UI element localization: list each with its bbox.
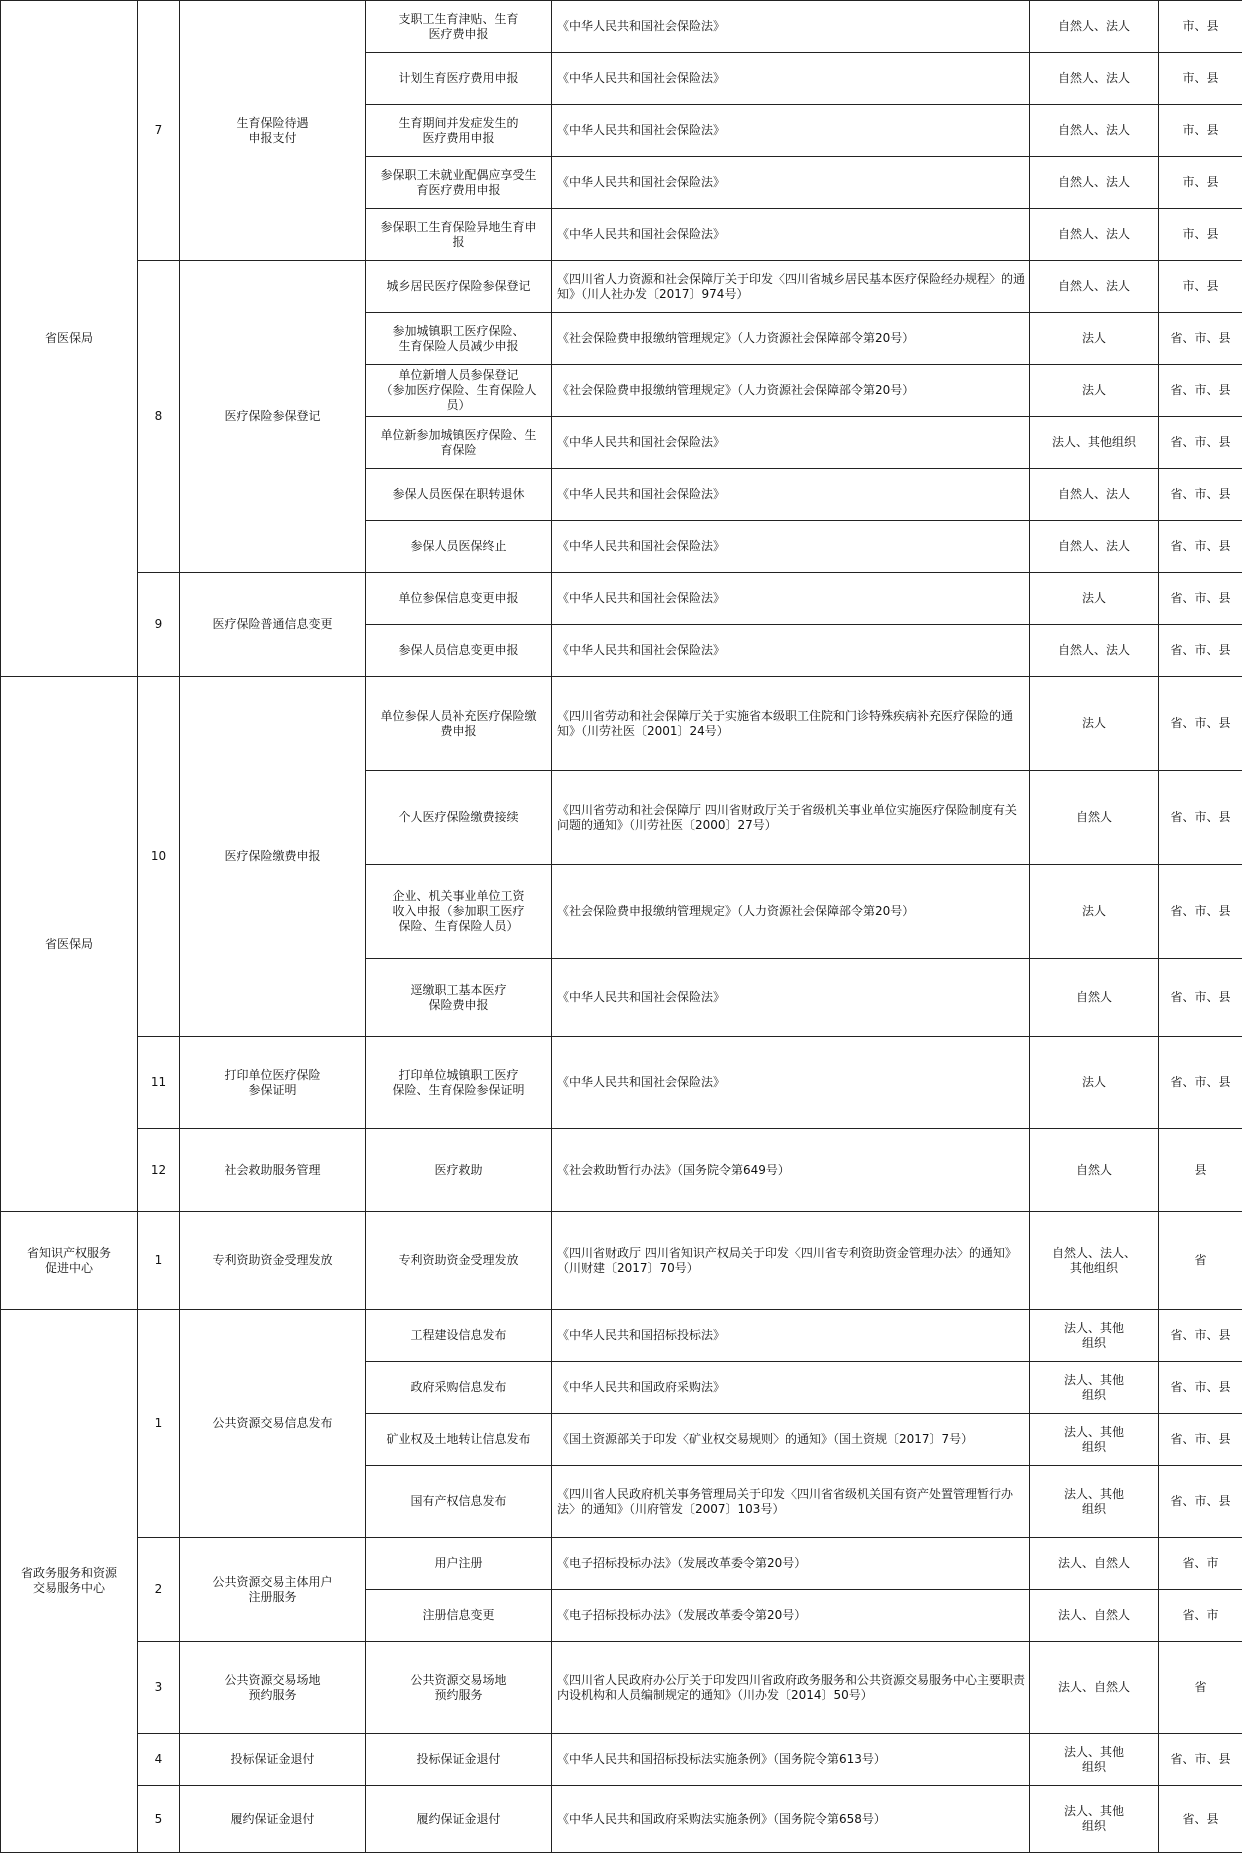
level-cell: 省、市、县: [1159, 1466, 1242, 1538]
level-cell: 省、市、县: [1159, 865, 1242, 959]
item-number-cell: 1: [138, 1212, 180, 1310]
legal-basis-cell: 《电子招标投标办法》（发展改革委令第20号）: [552, 1538, 1030, 1590]
table-row: [1, 1037, 1242, 1129]
level-cell: 省、市、县: [1159, 625, 1242, 677]
level-cell: 省、市、县: [1159, 1037, 1242, 1129]
legal-basis-cell: 《社会保险费申报缴纳管理规定》（人力资源社会保障部令第20号）: [552, 313, 1030, 365]
sub-item-cell: 投标保证金退付: [366, 1734, 552, 1786]
table-row: [1, 677, 1242, 771]
item-name-cell: 投标保证金退付: [180, 1734, 366, 1786]
service-target-cell: 法人、其他 组织: [1030, 1786, 1159, 1853]
legal-basis-cell: 《四川省人民政府办公厅关于印发四川省政府政务服务和公共资源交易服务中心主要职责内设机构和人员编制规定的通知》（川办发〔2014〕50号）: [552, 1642, 1030, 1734]
sub-item-cell: 国有产权信息发布: [366, 1466, 552, 1538]
service-target-cell: 自然人、法人: [1030, 625, 1159, 677]
level-cell: 省、市、县: [1159, 469, 1242, 521]
item-name-cell: 医疗保险参保登记: [180, 261, 366, 573]
legal-basis-cell: 《中华人民共和国招标投标法实施条例》（国务院令第613号）: [552, 1734, 1030, 1786]
sub-item-cell: 计划生育医疗费用申报: [366, 53, 552, 105]
level-cell: 省、市: [1159, 1538, 1242, 1590]
legal-basis-cell: 《四川省财政厅 四川省知识产权局关于印发〈四川省专利资助资金管理办法〉的通知》（川财建〔2017〕70号）: [552, 1212, 1030, 1310]
level-cell: 省、市、县: [1159, 573, 1242, 625]
level-cell: 省、市、县: [1159, 1362, 1242, 1414]
service-target-cell: 法人: [1030, 865, 1159, 959]
sub-item-cell: 专利资助资金受理发放: [366, 1212, 552, 1310]
level-cell: 省、市、县: [1159, 771, 1242, 865]
legal-basis-cell: 《中华人民共和国社会保险法》: [552, 959, 1030, 1037]
level-cell: 省、市、县: [1159, 1414, 1242, 1466]
legal-basis-cell: 《社会保险费申报缴纳管理规定》（人力资源社会保障部令第20号）: [552, 865, 1030, 959]
item-name-cell: 履约保证金退付: [180, 1786, 366, 1853]
item-number-cell: 9: [138, 573, 180, 677]
legal-basis-cell: 《中华人民共和国社会保险法》: [552, 157, 1030, 209]
legal-basis-cell: 《中华人民共和国招标投标法》: [552, 1310, 1030, 1362]
service-target-cell: 法人: [1030, 1037, 1159, 1129]
item-name-cell: 公共资源交易场地 预约服务: [180, 1642, 366, 1734]
legal-basis-cell: 《中华人民共和国社会保险法》: [552, 573, 1030, 625]
service-target-cell: 法人、自然人: [1030, 1642, 1159, 1734]
level-cell: 省、市、县: [1159, 365, 1242, 417]
table-row: [1, 1310, 1242, 1362]
sub-item-cell: 医疗救助: [366, 1129, 552, 1212]
sub-item-cell: 参保职工未就业配偶应享受生 育医疗费用申报: [366, 157, 552, 209]
level-cell: 省、县: [1159, 1786, 1242, 1853]
sub-item-cell: 参保人员医保终止: [366, 521, 552, 573]
legal-basis-cell: 《社会保险费申报缴纳管理规定》（人力资源社会保障部令第20号）: [552, 365, 1030, 417]
level-cell: 省、市、县: [1159, 959, 1242, 1037]
service-target-cell: 自然人、法人: [1030, 209, 1159, 261]
sub-item-cell: 单位新增人员参保登记 （参加医疗保险、生育保险人 员）: [366, 365, 552, 417]
legal-basis-cell: 《中华人民共和国政府采购法》: [552, 1362, 1030, 1414]
service-target-cell: 自然人、法人: [1030, 521, 1159, 573]
legal-basis-cell: 《中华人民共和国社会保险法》: [552, 521, 1030, 573]
level-cell: 市、县: [1159, 261, 1242, 313]
service-target-cell: 自然人: [1030, 959, 1159, 1037]
sub-item-cell: 参保人员信息变更申报: [366, 625, 552, 677]
table-row: [1, 1212, 1242, 1310]
level-cell: 省、市、县: [1159, 521, 1242, 573]
legal-basis-cell: 《中华人民共和国社会保险法》: [552, 1, 1030, 53]
level-cell: 省、市、县: [1159, 1734, 1242, 1786]
service-target-cell: 自然人: [1030, 1129, 1159, 1212]
item-number-cell: 8: [138, 261, 180, 573]
service-target-cell: 自然人、法人: [1030, 1, 1159, 53]
level-cell: 市、县: [1159, 53, 1242, 105]
item-number-cell: 5: [138, 1786, 180, 1853]
level-cell: 省: [1159, 1642, 1242, 1734]
service-target-cell: 法人、其他 组织: [1030, 1466, 1159, 1538]
legal-basis-cell: 《中华人民共和国社会保险法》: [552, 209, 1030, 261]
legal-basis-cell: 《四川省劳动和社会保障厅关于实施省本级职工住院和门诊特殊疾病补充医疗保险的通知》（川劳社医〔2001〕24号）: [552, 677, 1030, 771]
table-row: [1, 1, 1242, 53]
service-target-cell: 法人、自然人: [1030, 1538, 1159, 1590]
sub-item-cell: 逕缴职工基本医疗 保险费申报: [366, 959, 552, 1037]
legal-basis-cell: 《中华人民共和国社会保险法》: [552, 469, 1030, 521]
legal-basis-cell: 《中华人民共和国社会保险法》: [552, 417, 1030, 469]
table-row: [1, 1538, 1242, 1590]
item-number-cell: 2: [138, 1538, 180, 1642]
sub-item-cell: 工程建设信息发布: [366, 1310, 552, 1362]
sub-item-cell: 单位参保信息变更申报: [366, 573, 552, 625]
item-number-cell: 4: [138, 1734, 180, 1786]
level-cell: 省: [1159, 1212, 1242, 1310]
legal-basis-cell: 《中华人民共和国社会保险法》: [552, 53, 1030, 105]
service-target-cell: 自然人、法人: [1030, 53, 1159, 105]
level-cell: 省、市、县: [1159, 313, 1242, 365]
legal-basis-cell: 《中华人民共和国社会保险法》: [552, 625, 1030, 677]
table-row: [1, 1786, 1242, 1853]
level-cell: 省、市、县: [1159, 1310, 1242, 1362]
legal-basis-cell: 《中华人民共和国社会保险法》: [552, 1037, 1030, 1129]
service-target-cell: 法人: [1030, 573, 1159, 625]
service-target-cell: 自然人、法人: [1030, 261, 1159, 313]
service-target-cell: 法人、自然人: [1030, 1590, 1159, 1642]
sub-item-cell: 履约保证金退付: [366, 1786, 552, 1853]
sub-item-cell: 用户注册: [366, 1538, 552, 1590]
service-target-cell: 自然人、法人、 其他组织: [1030, 1212, 1159, 1310]
service-target-cell: 法人、其他 组织: [1030, 1310, 1159, 1362]
service-target-cell: 自然人、法人: [1030, 469, 1159, 521]
item-name-cell: 专利资助资金受理发放: [180, 1212, 366, 1310]
sub-item-cell: 政府采购信息发布: [366, 1362, 552, 1414]
legal-basis-cell: 《中华人民共和国政府采购法实施条例》（国务院令第658号）: [552, 1786, 1030, 1853]
level-cell: 市、县: [1159, 105, 1242, 157]
service-target-cell: 法人、其他 组织: [1030, 1362, 1159, 1414]
sub-item-cell: 生育期间并发症发生的 医疗费用申报: [366, 105, 552, 157]
item-number-cell: 10: [138, 677, 180, 1037]
service-target-cell: 法人: [1030, 313, 1159, 365]
legal-basis-cell: 《中华人民共和国社会保险法》: [552, 105, 1030, 157]
department-cell: 省医保局: [1, 677, 138, 1212]
level-cell: 省、市: [1159, 1590, 1242, 1642]
item-name-cell: 打印单位医疗保险 参保证明: [180, 1037, 366, 1129]
item-number-cell: 3: [138, 1642, 180, 1734]
item-number-cell: 12: [138, 1129, 180, 1212]
level-cell: 市、县: [1159, 1, 1242, 53]
sub-item-cell: 参加城镇职工医疗保险、 生育保险人员减少申报: [366, 313, 552, 365]
department-cell: 省政务服务和资源 交易服务中心: [1, 1310, 138, 1853]
sub-item-cell: 单位新参加城镇医疗保险、生 育保险: [366, 417, 552, 469]
level-cell: 县: [1159, 1129, 1242, 1212]
sub-item-cell: 公共资源交易场地 预约服务: [366, 1642, 552, 1734]
legal-basis-cell: 《四川省劳动和社会保障厅 四川省财政厅关于省级机关事业单位实施医疗保险制度有关问题的通知》（川劳社医〔2000〕27号）: [552, 771, 1030, 865]
item-number-cell: 1: [138, 1310, 180, 1538]
level-cell: 省、市、县: [1159, 677, 1242, 771]
service-target-cell: 自然人、法人: [1030, 157, 1159, 209]
level-cell: 市、县: [1159, 209, 1242, 261]
table-row: [1, 1129, 1242, 1212]
legal-basis-cell: 《社会救助暂行办法》（国务院令第649号）: [552, 1129, 1030, 1212]
item-name-cell: 医疗保险缴费申报: [180, 677, 366, 1037]
sub-item-cell: 企业、机关事业单位工资 收入申报（参加职工医疗 保险、生育保险人员）: [366, 865, 552, 959]
table-body: [1, 1, 1242, 1853]
table-row: [1, 1642, 1242, 1734]
item-name-cell: 医疗保险普通信息变更: [180, 573, 366, 677]
level-cell: 市、县: [1159, 157, 1242, 209]
sub-item-cell: 矿业权及土地转让信息发布: [366, 1414, 552, 1466]
service-target-cell: 自然人: [1030, 771, 1159, 865]
item-name-cell: 公共资源交易主体用户 注册服务: [180, 1538, 366, 1642]
service-target-cell: 法人: [1030, 365, 1159, 417]
item-number-cell: 7: [138, 1, 180, 261]
legal-basis-cell: 《电子招标投标办法》（发展改革委令第20号）: [552, 1590, 1030, 1642]
item-name-cell: 生育保险待遇 申报支付: [180, 1, 366, 261]
sub-item-cell: 单位参保人员补充医疗保险缴 费申报: [366, 677, 552, 771]
service-target-cell: 自然人、法人: [1030, 105, 1159, 157]
service-target-cell: 法人、其他 组织: [1030, 1734, 1159, 1786]
level-cell: 省、市、县: [1159, 417, 1242, 469]
legal-basis-cell: 《四川省人力资源和社会保障厅关于印发〈四川省城乡居民基本医疗保险经办规程〉的通知》（川人社办发〔2017〕974号）: [552, 261, 1030, 313]
sub-item-cell: 注册信息变更: [366, 1590, 552, 1642]
table-row: [1, 573, 1242, 625]
table-row: [1, 261, 1242, 313]
service-target-cell: 法人: [1030, 677, 1159, 771]
item-name-cell: 公共资源交易信息发布: [180, 1310, 366, 1538]
sub-item-cell: 个人医疗保险缴费接续: [366, 771, 552, 865]
sub-item-cell: 支职工生育津贴、生育 医疗费申报: [366, 1, 552, 53]
legal-basis-cell: 《国土资源部关于印发〈矿业权交易规则〉的通知》（国土资规〔2017〕7号）: [552, 1414, 1030, 1466]
legal-basis-cell: 《四川省人民政府机关事务管理局关于印发〈四川省省级机关国有资产处置管理暂行办法〉的通知》（川府管发〔2007〕103号）: [552, 1466, 1030, 1538]
service-target-cell: 法人、其他 组织: [1030, 1414, 1159, 1466]
sub-item-cell: 城乡居民医疗保险参保登记: [366, 261, 552, 313]
sub-item-cell: 打印单位城镇职工医疗 保险、生育保险参保证明: [366, 1037, 552, 1129]
table-row: [1, 1734, 1242, 1786]
service-target-cell: 法人、其他组织: [1030, 417, 1159, 469]
department-cell: 省知识产权服务 促进中心: [1, 1212, 138, 1310]
sub-item-cell: 参保人员医保在职转退休: [366, 469, 552, 521]
sub-item-cell: 参保职工生育保险异地生育申 报: [366, 209, 552, 261]
department-cell: 省医保局: [1, 1, 138, 677]
item-number-cell: 11: [138, 1037, 180, 1129]
item-name-cell: 社会救助服务管理: [180, 1129, 366, 1212]
